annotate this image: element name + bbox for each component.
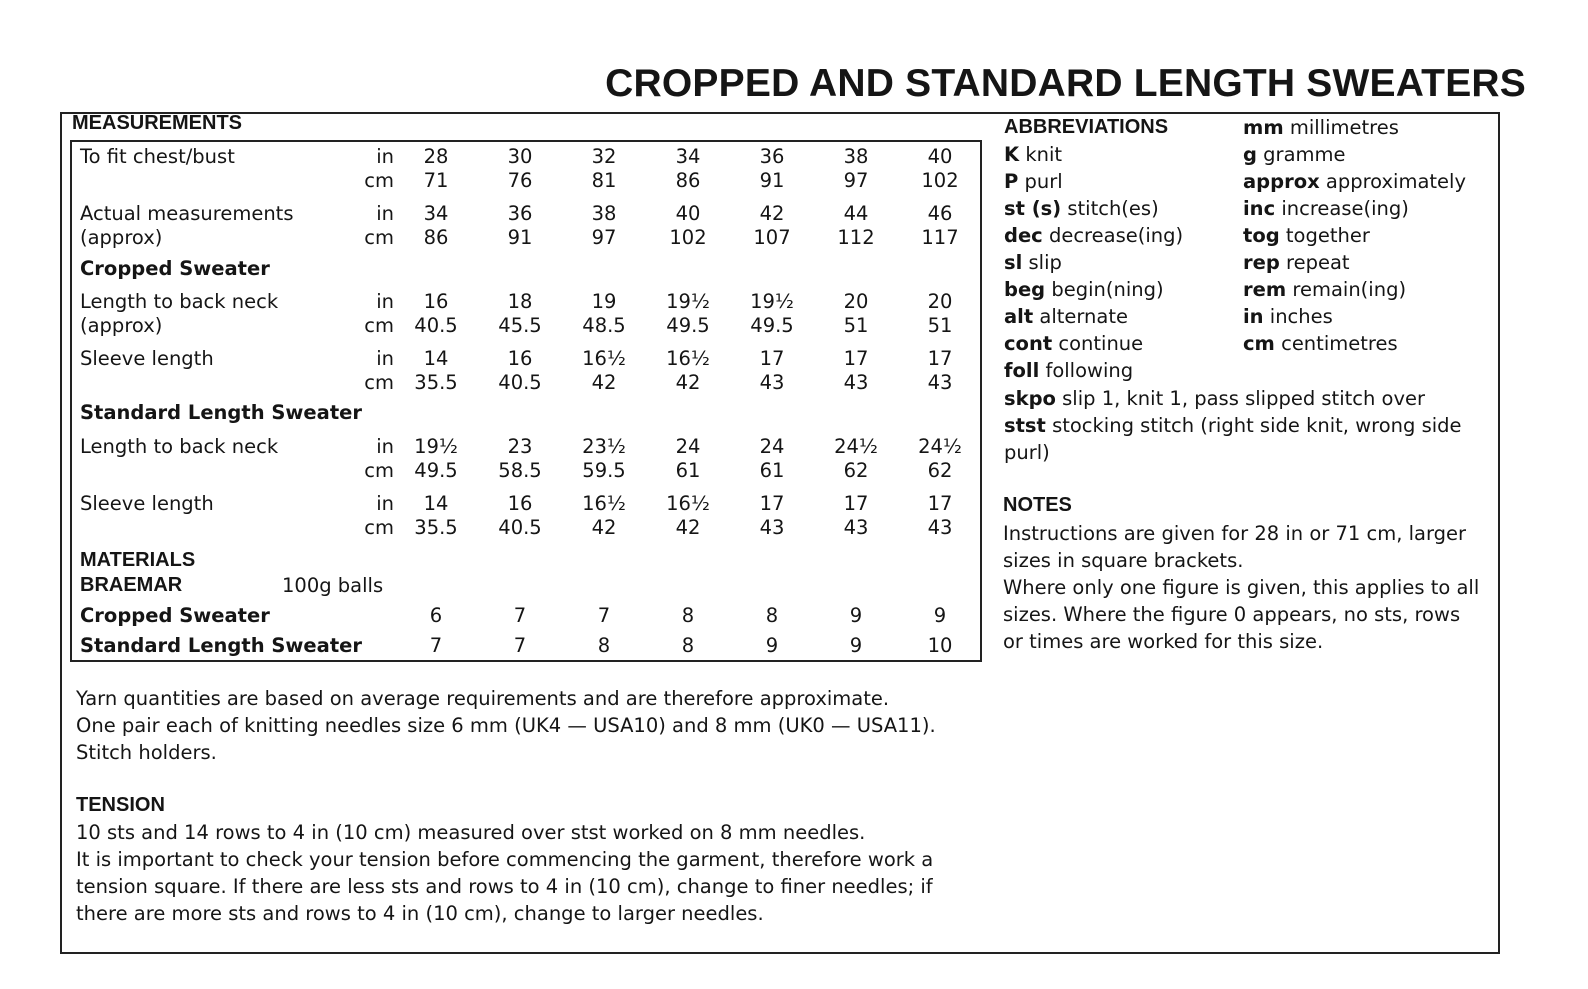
size-value: 59.5 bbox=[582, 459, 626, 482]
ball-count: 8 bbox=[765, 604, 779, 627]
size-value: 43 bbox=[927, 516, 953, 539]
size-value: 49.5 bbox=[750, 314, 794, 337]
abbreviation-item bbox=[1004, 168, 1063, 195]
size-value: 24 bbox=[759, 435, 785, 458]
unit-label: cm bbox=[364, 516, 394, 539]
size-value: 19½ bbox=[750, 290, 794, 313]
size-value: 40.5 bbox=[498, 371, 542, 394]
size-value: 49.5 bbox=[414, 459, 458, 482]
materials-note-line: One pair each of knitting needles size 6 mm (UK4 — USA10) and 8 mm (UK0 — USA11). bbox=[76, 714, 936, 737]
size-value: 42 bbox=[675, 516, 701, 539]
size-value: 42 bbox=[591, 516, 617, 539]
abbreviation-definition: centimetres bbox=[1281, 332, 1398, 355]
size-value: 38 bbox=[843, 145, 869, 168]
size-value: 17 bbox=[759, 492, 785, 515]
abbreviation-definition: gramme bbox=[1263, 143, 1346, 166]
abbreviation-definition: increase(ing) bbox=[1281, 197, 1409, 220]
row-label: Sleeve length bbox=[80, 347, 214, 370]
size-value: 17 bbox=[927, 492, 953, 515]
abbreviation-definition: slip bbox=[1028, 251, 1062, 274]
row-label: Cropped Sweater bbox=[80, 257, 270, 280]
yarn-ball-size: 100g balls bbox=[282, 574, 384, 597]
abbreviation-item bbox=[1243, 141, 1346, 168]
abbreviation-item bbox=[1243, 249, 1350, 276]
abbreviation-key: skpo bbox=[1004, 387, 1056, 410]
abbreviation-definition: together bbox=[1285, 224, 1370, 247]
row-label: Sleeve length bbox=[80, 492, 214, 515]
size-value: 97 bbox=[843, 169, 869, 192]
size-value: 43 bbox=[759, 516, 785, 539]
size-value: 18 bbox=[507, 290, 533, 313]
tension-line: It is important to check your tension before commencing the garment, therefore work a bbox=[76, 848, 934, 871]
size-value: 17 bbox=[759, 347, 785, 370]
abbreviation-definition: knit bbox=[1025, 143, 1063, 166]
abbreviation-definition: millimetres bbox=[1289, 116, 1399, 139]
abbreviation-definition: approximately bbox=[1325, 170, 1467, 193]
unit-label: in bbox=[376, 290, 394, 313]
size-value: 43 bbox=[843, 516, 869, 539]
notes-line: sizes. Where the figure 0 appears, no sts, rows bbox=[1003, 603, 1461, 626]
size-value: 58.5 bbox=[498, 459, 542, 482]
size-value: 43 bbox=[927, 371, 953, 394]
size-value: 42 bbox=[759, 202, 785, 225]
materials-note-line: Yarn quantities are based on average requirements and are therefore approximate. bbox=[76, 687, 890, 710]
abbreviation-key: dec bbox=[1004, 224, 1043, 247]
size-value: 24½ bbox=[918, 435, 962, 458]
size-value: 24 bbox=[675, 435, 701, 458]
abbreviation-key: cm bbox=[1243, 332, 1275, 355]
size-value: 91 bbox=[759, 169, 785, 192]
notes-heading: NOTES bbox=[1003, 494, 1072, 516]
size-value: 20 bbox=[927, 290, 953, 313]
abbreviation-definition: following bbox=[1045, 359, 1134, 382]
abbreviation-key: approx bbox=[1243, 170, 1320, 193]
size-value: 16½ bbox=[582, 347, 626, 370]
size-value: 86 bbox=[675, 169, 701, 192]
abbreviation-key: mm bbox=[1243, 116, 1284, 139]
size-value: 19 bbox=[591, 290, 617, 313]
size-value: 62 bbox=[843, 459, 869, 482]
size-value: 76 bbox=[507, 169, 533, 192]
notes-line: Where only one figure is given, this applies to all bbox=[1003, 576, 1480, 599]
notes-line: sizes in square brackets. bbox=[1003, 549, 1244, 572]
abbreviation-definition: slip 1, knit 1, pass slipped stitch over bbox=[1062, 387, 1426, 410]
size-value: 48.5 bbox=[582, 314, 626, 337]
size-value: 46 bbox=[927, 202, 953, 225]
size-value: 97 bbox=[591, 226, 617, 249]
unit-label: cm bbox=[364, 459, 394, 482]
abbreviation-item bbox=[1243, 330, 1398, 357]
ball-count: 7 bbox=[513, 634, 527, 657]
abbreviation-key: rem bbox=[1243, 278, 1287, 301]
size-value: 14 bbox=[423, 492, 449, 515]
abbreviation-key: foll bbox=[1004, 359, 1040, 382]
row-label: Length to back neck bbox=[80, 435, 279, 458]
size-value: 107 bbox=[753, 226, 791, 249]
abbreviation-key: cont bbox=[1004, 332, 1053, 355]
tension-line: there are more sts and rows to 4 in (10 cm), change to larger needles. bbox=[76, 902, 764, 925]
abbreviation-key: beg bbox=[1004, 278, 1046, 301]
size-value: 40 bbox=[675, 202, 701, 225]
size-value: 19½ bbox=[414, 435, 458, 458]
size-value: 16½ bbox=[582, 492, 626, 515]
size-value: 17 bbox=[927, 347, 953, 370]
ball-count: 6 bbox=[429, 604, 443, 627]
row-label: Actual measurements bbox=[80, 202, 294, 225]
unit-label: cm bbox=[364, 226, 394, 249]
ball-count: 9 bbox=[765, 634, 779, 657]
unit-label: cm bbox=[364, 371, 394, 394]
unit-label: cm bbox=[364, 169, 394, 192]
size-value: 112 bbox=[837, 226, 875, 249]
size-value: 51 bbox=[927, 314, 953, 337]
abbreviation-definition: decrease(ing) bbox=[1048, 224, 1184, 247]
unit-label: in bbox=[376, 492, 394, 515]
size-value: 91 bbox=[507, 226, 533, 249]
abbreviation-item bbox=[1243, 114, 1399, 141]
size-value: 35.5 bbox=[414, 371, 458, 394]
measurements-heading: MEASUREMENTS bbox=[72, 112, 243, 134]
size-value: 40 bbox=[927, 145, 953, 168]
yarn-name: BRAEMAR bbox=[80, 574, 183, 596]
ball-count: 9 bbox=[933, 604, 947, 627]
size-value: 81 bbox=[591, 169, 617, 192]
tension-line: 10 sts and 14 rows to 4 in (10 cm) measured over stst worked on 8 mm needles. bbox=[76, 821, 866, 844]
abbreviation-item bbox=[1243, 195, 1409, 222]
abbreviation-item bbox=[1243, 303, 1333, 330]
abbreviation-key: K bbox=[1004, 143, 1020, 166]
ball-count: 7 bbox=[597, 604, 611, 627]
size-value: 102 bbox=[669, 226, 707, 249]
row-label: Standard Length Sweater bbox=[80, 634, 362, 657]
size-value: 16½ bbox=[666, 492, 710, 515]
size-value: 16½ bbox=[666, 347, 710, 370]
size-value: 40.5 bbox=[498, 516, 542, 539]
size-value: 16 bbox=[507, 492, 533, 515]
size-value: 35.5 bbox=[414, 516, 458, 539]
abbreviation-definition: inches bbox=[1269, 305, 1333, 328]
abbreviation-definition: begin(ning) bbox=[1051, 278, 1164, 301]
size-value: 34 bbox=[423, 202, 449, 225]
abbreviation-key: st (s) bbox=[1004, 197, 1062, 220]
size-value: 86 bbox=[423, 226, 449, 249]
size-value: 34 bbox=[675, 145, 701, 168]
size-value: 43 bbox=[843, 371, 869, 394]
abbreviation-item bbox=[1243, 222, 1370, 249]
size-value: 16 bbox=[423, 290, 449, 313]
size-value: 14 bbox=[423, 347, 449, 370]
abbreviations-heading: ABBREVIATIONS bbox=[1004, 116, 1169, 138]
abbreviation-item bbox=[1004, 385, 1425, 412]
abbreviation-key: sl bbox=[1004, 251, 1023, 274]
unit-label: in bbox=[376, 145, 394, 168]
row-label: (approx) bbox=[80, 314, 163, 337]
abbreviation-definition: remain(ing) bbox=[1292, 278, 1407, 301]
size-value: 16 bbox=[507, 347, 533, 370]
abbreviation-item bbox=[1004, 357, 1133, 384]
size-value: 19½ bbox=[666, 290, 710, 313]
table-row bbox=[0, 634, 1588, 658]
size-value: 23 bbox=[507, 435, 533, 458]
abbreviation-key: rep bbox=[1243, 251, 1280, 274]
abbreviation-item bbox=[1004, 141, 1062, 168]
notes-line: Instructions are given for 28 in or 71 cm, larger bbox=[1003, 522, 1467, 545]
size-value: 32 bbox=[591, 145, 617, 168]
abbreviation-key: P bbox=[1004, 170, 1019, 193]
size-value: 42 bbox=[675, 371, 701, 394]
table-row bbox=[0, 145, 1588, 169]
table-row bbox=[0, 492, 1588, 516]
notes-line: or times are worked for this size. bbox=[1003, 630, 1324, 653]
abbreviation-item bbox=[1004, 330, 1143, 357]
ball-count: 7 bbox=[513, 604, 527, 627]
size-value: 117 bbox=[921, 226, 959, 249]
size-value: 20 bbox=[843, 290, 869, 313]
abbreviation-item bbox=[1004, 412, 1462, 439]
abbreviation-definition: purl bbox=[1024, 170, 1063, 193]
abbreviation-key: tog bbox=[1243, 224, 1280, 247]
size-value: 51 bbox=[843, 314, 869, 337]
abbreviation-item bbox=[1004, 276, 1164, 303]
tension-line: tension square. If there are less sts and rows to 4 in (10 cm), change to finer needles; if bbox=[76, 875, 933, 898]
size-value: 30 bbox=[507, 145, 533, 168]
unit-label: in bbox=[376, 202, 394, 225]
abbreviation-item bbox=[1243, 168, 1466, 195]
abbreviation-definition: continue bbox=[1058, 332, 1144, 355]
row-label: Standard Length Sweater bbox=[80, 401, 362, 424]
size-value: 49.5 bbox=[666, 314, 710, 337]
page-title: CROPPED AND STANDARD LENGTH SWEATERS bbox=[605, 62, 1526, 105]
row-label: Length to back neck bbox=[80, 290, 279, 313]
row-label: Cropped Sweater bbox=[80, 604, 270, 627]
abbreviation-item bbox=[1004, 439, 1050, 466]
size-value: 45.5 bbox=[498, 314, 542, 337]
size-value: 43 bbox=[759, 371, 785, 394]
abbreviation-item bbox=[1004, 249, 1062, 276]
materials-note-line: Stitch holders. bbox=[76, 741, 217, 764]
unit-label: cm bbox=[364, 314, 394, 337]
size-value: 17 bbox=[843, 347, 869, 370]
size-value: 38 bbox=[591, 202, 617, 225]
size-value: 28 bbox=[423, 145, 449, 168]
size-value: 17 bbox=[843, 492, 869, 515]
size-value: 61 bbox=[759, 459, 785, 482]
abbreviation-item bbox=[1004, 222, 1183, 249]
abbreviation-key: g bbox=[1243, 143, 1257, 166]
row-label: To fit chest/bust bbox=[80, 145, 235, 168]
abbreviation-key: inc bbox=[1243, 197, 1276, 220]
unit-label: in bbox=[376, 435, 394, 458]
abbreviation-definition: purl) bbox=[1004, 441, 1050, 464]
unit-label: in bbox=[376, 347, 394, 370]
size-value: 61 bbox=[675, 459, 701, 482]
table-row bbox=[0, 459, 1588, 483]
size-value: 24½ bbox=[834, 435, 878, 458]
size-value: 42 bbox=[591, 371, 617, 394]
size-value: 36 bbox=[507, 202, 533, 225]
ball-count: 9 bbox=[849, 634, 863, 657]
abbreviation-key: alt bbox=[1004, 305, 1034, 328]
size-value: 62 bbox=[927, 459, 953, 482]
size-value: 40.5 bbox=[414, 314, 458, 337]
abbreviation-definition: repeat bbox=[1286, 251, 1350, 274]
size-value: 23½ bbox=[582, 435, 626, 458]
abbreviation-item bbox=[1004, 303, 1128, 330]
size-value: 36 bbox=[759, 145, 785, 168]
ball-count: 9 bbox=[849, 604, 863, 627]
ball-count: 7 bbox=[429, 634, 443, 657]
size-value: 71 bbox=[423, 169, 449, 192]
ball-count: 8 bbox=[681, 634, 695, 657]
abbreviation-definition: stitch(es) bbox=[1067, 197, 1159, 220]
abbreviation-definition: stocking stitch (right side knit, wrong side bbox=[1052, 414, 1462, 437]
abbreviation-item bbox=[1243, 276, 1406, 303]
tension-heading: TENSION bbox=[76, 794, 165, 816]
abbreviation-item bbox=[1004, 195, 1159, 222]
abbreviation-key: stst bbox=[1004, 414, 1046, 437]
abbreviation-definition: alternate bbox=[1039, 305, 1129, 328]
size-value: 102 bbox=[921, 169, 959, 192]
ball-count: 8 bbox=[597, 634, 611, 657]
row-label: (approx) bbox=[80, 226, 163, 249]
ball-count: 8 bbox=[681, 604, 695, 627]
size-value: 44 bbox=[843, 202, 869, 225]
materials-heading: MATERIALS bbox=[80, 549, 196, 571]
ball-count: 10 bbox=[927, 634, 953, 657]
abbreviation-key: in bbox=[1243, 305, 1264, 328]
